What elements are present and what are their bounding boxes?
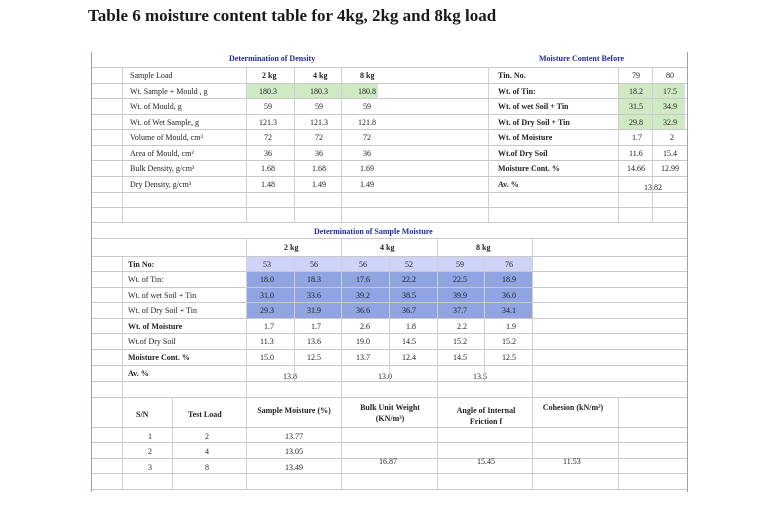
- sample-value: 36.6: [356, 306, 370, 315]
- spreadsheet: [91, 52, 688, 492]
- moisture-before-col: 79: [632, 71, 640, 80]
- density-value: 36: [264, 149, 272, 158]
- density-value: 36: [363, 149, 371, 158]
- density-row-label: Wt. of Wet Sample, g: [130, 118, 199, 127]
- density-value: 1.48: [261, 180, 275, 189]
- gridline: [122, 397, 123, 489]
- density-value: 1.49: [312, 180, 326, 189]
- gridline: [92, 114, 687, 115]
- sample-value: 34.1: [502, 306, 516, 315]
- density-value: 1.68: [261, 164, 275, 173]
- sample-row-label: Wt. of Dry Soil + Tin: [128, 306, 197, 315]
- gridline: [92, 83, 687, 84]
- sample-value: 36.0: [502, 291, 516, 300]
- summary-header-moisture: Sample Moisture (%): [257, 406, 331, 415]
- summary-sn: 1: [148, 432, 152, 441]
- density-value: 1.68: [312, 164, 326, 173]
- density-col-4kg: 4 kg: [313, 71, 328, 80]
- gridline: [294, 256, 295, 381]
- sample-row-label: Wt.of Dry Soil: [128, 337, 176, 346]
- sample-row-label: Moisture Cont. %: [128, 353, 190, 362]
- sample-value: 29.3: [260, 306, 274, 315]
- sample-value: 18.3: [307, 275, 321, 284]
- gridline: [92, 222, 687, 223]
- gridline: [92, 207, 687, 208]
- moisture-before-heading: Moisture Content Before: [539, 54, 625, 63]
- sample-value: 22.2: [402, 275, 416, 284]
- sample-row-label: Wt. of Moisture: [128, 322, 183, 331]
- sample-value: 12.5: [307, 353, 321, 362]
- gridline: [92, 427, 687, 428]
- moisture-before-value: 1.7: [632, 133, 642, 142]
- sample-value: 15.0: [260, 353, 274, 362]
- gridline: [92, 442, 687, 443]
- sample-value: 59: [456, 260, 464, 269]
- gridline: [652, 67, 653, 222]
- sample-value: 39.9: [453, 291, 467, 300]
- moisture-before-value: 14.66: [627, 164, 645, 173]
- sample-value: 22.5: [453, 275, 467, 284]
- sample-value: 53: [263, 260, 271, 269]
- summary-moisture: 13.77: [285, 432, 303, 441]
- page-title: Table 6 moisture content table for 4kg, 2kg and 8kg load: [88, 6, 497, 25]
- moisture-before-row-label: Moisture Cont. %: [498, 164, 560, 173]
- moisture-before-value: 34.9: [663, 102, 677, 111]
- density-value: 59: [363, 102, 371, 111]
- sample-value: 15.2: [453, 337, 467, 346]
- moisture-before-value: 17.5: [663, 87, 677, 96]
- density-value: 121.8: [358, 118, 376, 127]
- moisture-before-value: 15.4: [663, 149, 677, 158]
- sample-value: 36.7: [402, 306, 416, 315]
- density-value: 180.3: [259, 87, 277, 96]
- moisture-before-value: 2: [670, 133, 674, 142]
- summary-header-angle: Angle of Internal Friction f: [456, 406, 516, 426]
- summary-header-bulk: Bulk Unit Weight (KN/m³): [360, 403, 420, 423]
- sample-row-label: Tin No:: [128, 260, 155, 269]
- group-2kg: 2 kg: [284, 243, 299, 252]
- gridline: [389, 256, 390, 381]
- sample-value: 37.7: [453, 306, 467, 315]
- gridline: [341, 238, 342, 397]
- gridline: [92, 397, 687, 398]
- gridline: [246, 67, 247, 222]
- moisture-before-row-label: Wt. of wet Soil + Tin: [498, 102, 569, 111]
- density-value: 72: [363, 133, 371, 142]
- gridline: [92, 176, 687, 177]
- group-4kg: 4 kg: [380, 243, 395, 252]
- density-col-8kg: 8 kg: [360, 71, 375, 80]
- sample-value: 17.6: [356, 275, 370, 284]
- density-col-2kg: 2 kg: [262, 71, 277, 80]
- summary-moisture: 13.49: [285, 463, 303, 472]
- density-row-label: Dry Density, g/cm³: [130, 180, 192, 189]
- gridline: [92, 160, 687, 161]
- summary-sn: 3: [148, 463, 152, 472]
- sample-row-label: Wt. of wet Soil + Tin: [128, 291, 197, 300]
- density-value: 36: [315, 149, 323, 158]
- density-value: 121.3: [310, 118, 328, 127]
- summary-load: 2: [205, 432, 209, 441]
- gridline: [488, 67, 489, 222]
- sample-average-value: 13.0: [378, 372, 392, 381]
- summary-header-sn: S/N: [136, 410, 149, 419]
- gridline: [484, 256, 485, 381]
- moisture-before-average: 13.82: [644, 183, 662, 192]
- density-value: 1.49: [360, 180, 374, 189]
- group-8kg: 8 kg: [476, 243, 491, 252]
- sample-average-value: 13.5: [473, 372, 487, 381]
- sample-row-label: Wt. of Tin:: [128, 275, 164, 284]
- sample-value: 18.0: [260, 275, 274, 284]
- sample-value: 2.6: [360, 322, 370, 331]
- gridline: [122, 256, 123, 397]
- sample-value: 19.0: [356, 337, 370, 346]
- moisture-before-col-label: Tin. No.: [498, 71, 526, 80]
- gridline: [437, 238, 438, 397]
- density-row-label: Area of Mould, cm²: [130, 149, 194, 158]
- gridline: [532, 397, 533, 489]
- sample-value: 56: [359, 260, 367, 269]
- gridline: [294, 67, 295, 222]
- gridline: [341, 67, 342, 222]
- sample-value: 12.5: [502, 353, 516, 362]
- moisture-before-value: 31.5: [629, 102, 643, 111]
- moisture-before-value: 32.9: [663, 118, 677, 127]
- summary-load: 4: [205, 447, 209, 456]
- sample-average-value: 13.8: [283, 372, 297, 381]
- sample-value: 1.7: [264, 322, 274, 331]
- sample-value: 52: [405, 260, 413, 269]
- gridline: [618, 67, 619, 222]
- gridline: [246, 397, 247, 489]
- gridline: [92, 238, 687, 239]
- sample-value: 18.9: [502, 275, 516, 284]
- gridline: [92, 98, 687, 99]
- sample-value: 33.6: [307, 291, 321, 300]
- sample-average-label: Av. %: [128, 369, 149, 378]
- summary-angle: 15.45: [477, 457, 495, 466]
- gridline: [92, 129, 687, 130]
- density-value: 59: [315, 102, 323, 111]
- gridline: [618, 397, 619, 489]
- sample-value: 56: [310, 260, 318, 269]
- density-value: 121.3: [259, 118, 277, 127]
- sample-value: 31.9: [307, 306, 321, 315]
- gridline: [246, 238, 247, 397]
- moisture-before-col: 80: [666, 71, 674, 80]
- moisture-before-value: 12.99: [661, 164, 679, 173]
- gridline: [532, 238, 533, 397]
- density-value: 72: [315, 133, 323, 142]
- sample-value: 12.4: [402, 353, 416, 362]
- gridline: [122, 67, 123, 222]
- density-row-label: Bulk Density, g/cm³: [130, 164, 195, 173]
- moisture-before-row-label: Av. %: [498, 180, 519, 189]
- summary-sn: 2: [148, 447, 152, 456]
- density-row-label: Wt. of Mould, g: [130, 102, 182, 111]
- density-value: 72: [264, 133, 272, 142]
- sample-value: 11.3: [260, 337, 274, 346]
- sample-value: 76: [505, 260, 513, 269]
- moisture-before-row-label: Wt.of Dry Soil: [498, 149, 548, 158]
- density-row-label: Volume of Mould, cm³: [130, 133, 203, 142]
- moisture-before-value: 11.6: [629, 149, 643, 158]
- summary-load: 8: [205, 463, 209, 472]
- gridline: [341, 397, 342, 489]
- density-heading: Determination of Density: [229, 54, 316, 63]
- sample-value: 15.2: [502, 337, 516, 346]
- density-value: 180.3: [310, 87, 328, 96]
- gridline: [172, 397, 173, 489]
- gridline: [437, 397, 438, 489]
- moisture-before-value: 18.2: [629, 87, 643, 96]
- summary-moisture: 13.05: [285, 447, 303, 456]
- gridline: [92, 67, 687, 68]
- gridline: [92, 145, 687, 146]
- sample-value: 1.7: [311, 322, 321, 331]
- density-value: 59: [264, 102, 272, 111]
- sample-value: 13.7: [356, 353, 370, 362]
- summary-bulk-unit-weight: 16.87: [379, 457, 397, 466]
- sample-value: 2.2: [457, 322, 467, 331]
- sample-value: 39.2: [356, 291, 370, 300]
- sample-value: 14.5: [402, 337, 416, 346]
- gridline: [92, 381, 687, 382]
- gridline: [92, 192, 687, 193]
- sample-value: 31.0: [260, 291, 274, 300]
- moisture-before-row-label: Wt. of Moisture: [498, 133, 553, 142]
- summary-cohesion: 11.53: [563, 457, 581, 466]
- density-col-label: Sample Load: [130, 71, 173, 80]
- summary-header-load: Test Load: [188, 410, 222, 419]
- gridline: [92, 489, 687, 490]
- density-value: 1.69: [360, 164, 374, 173]
- moisture-before-value: 29.8: [629, 118, 643, 127]
- sample-moisture-heading: Determination of Sample Moisture: [314, 227, 433, 236]
- sample-value: 1.9: [506, 322, 516, 331]
- moisture-before-row-label: Wt. of Dry Soil + Tin: [498, 118, 570, 127]
- sample-value: 14.5: [453, 353, 467, 362]
- gridline: [92, 473, 687, 474]
- moisture-before-row-label: Wt. of Tin:: [498, 87, 536, 96]
- density-value: 180.8: [358, 87, 376, 96]
- density-row-label: Wt. Sample + Mould , g: [130, 87, 208, 96]
- summary-header-cohesion: Cohesion (kN/m²): [542, 403, 604, 412]
- sample-value: 38.5: [402, 291, 416, 300]
- sample-value: 13.6: [307, 337, 321, 346]
- sample-value: 1.8: [406, 322, 416, 331]
